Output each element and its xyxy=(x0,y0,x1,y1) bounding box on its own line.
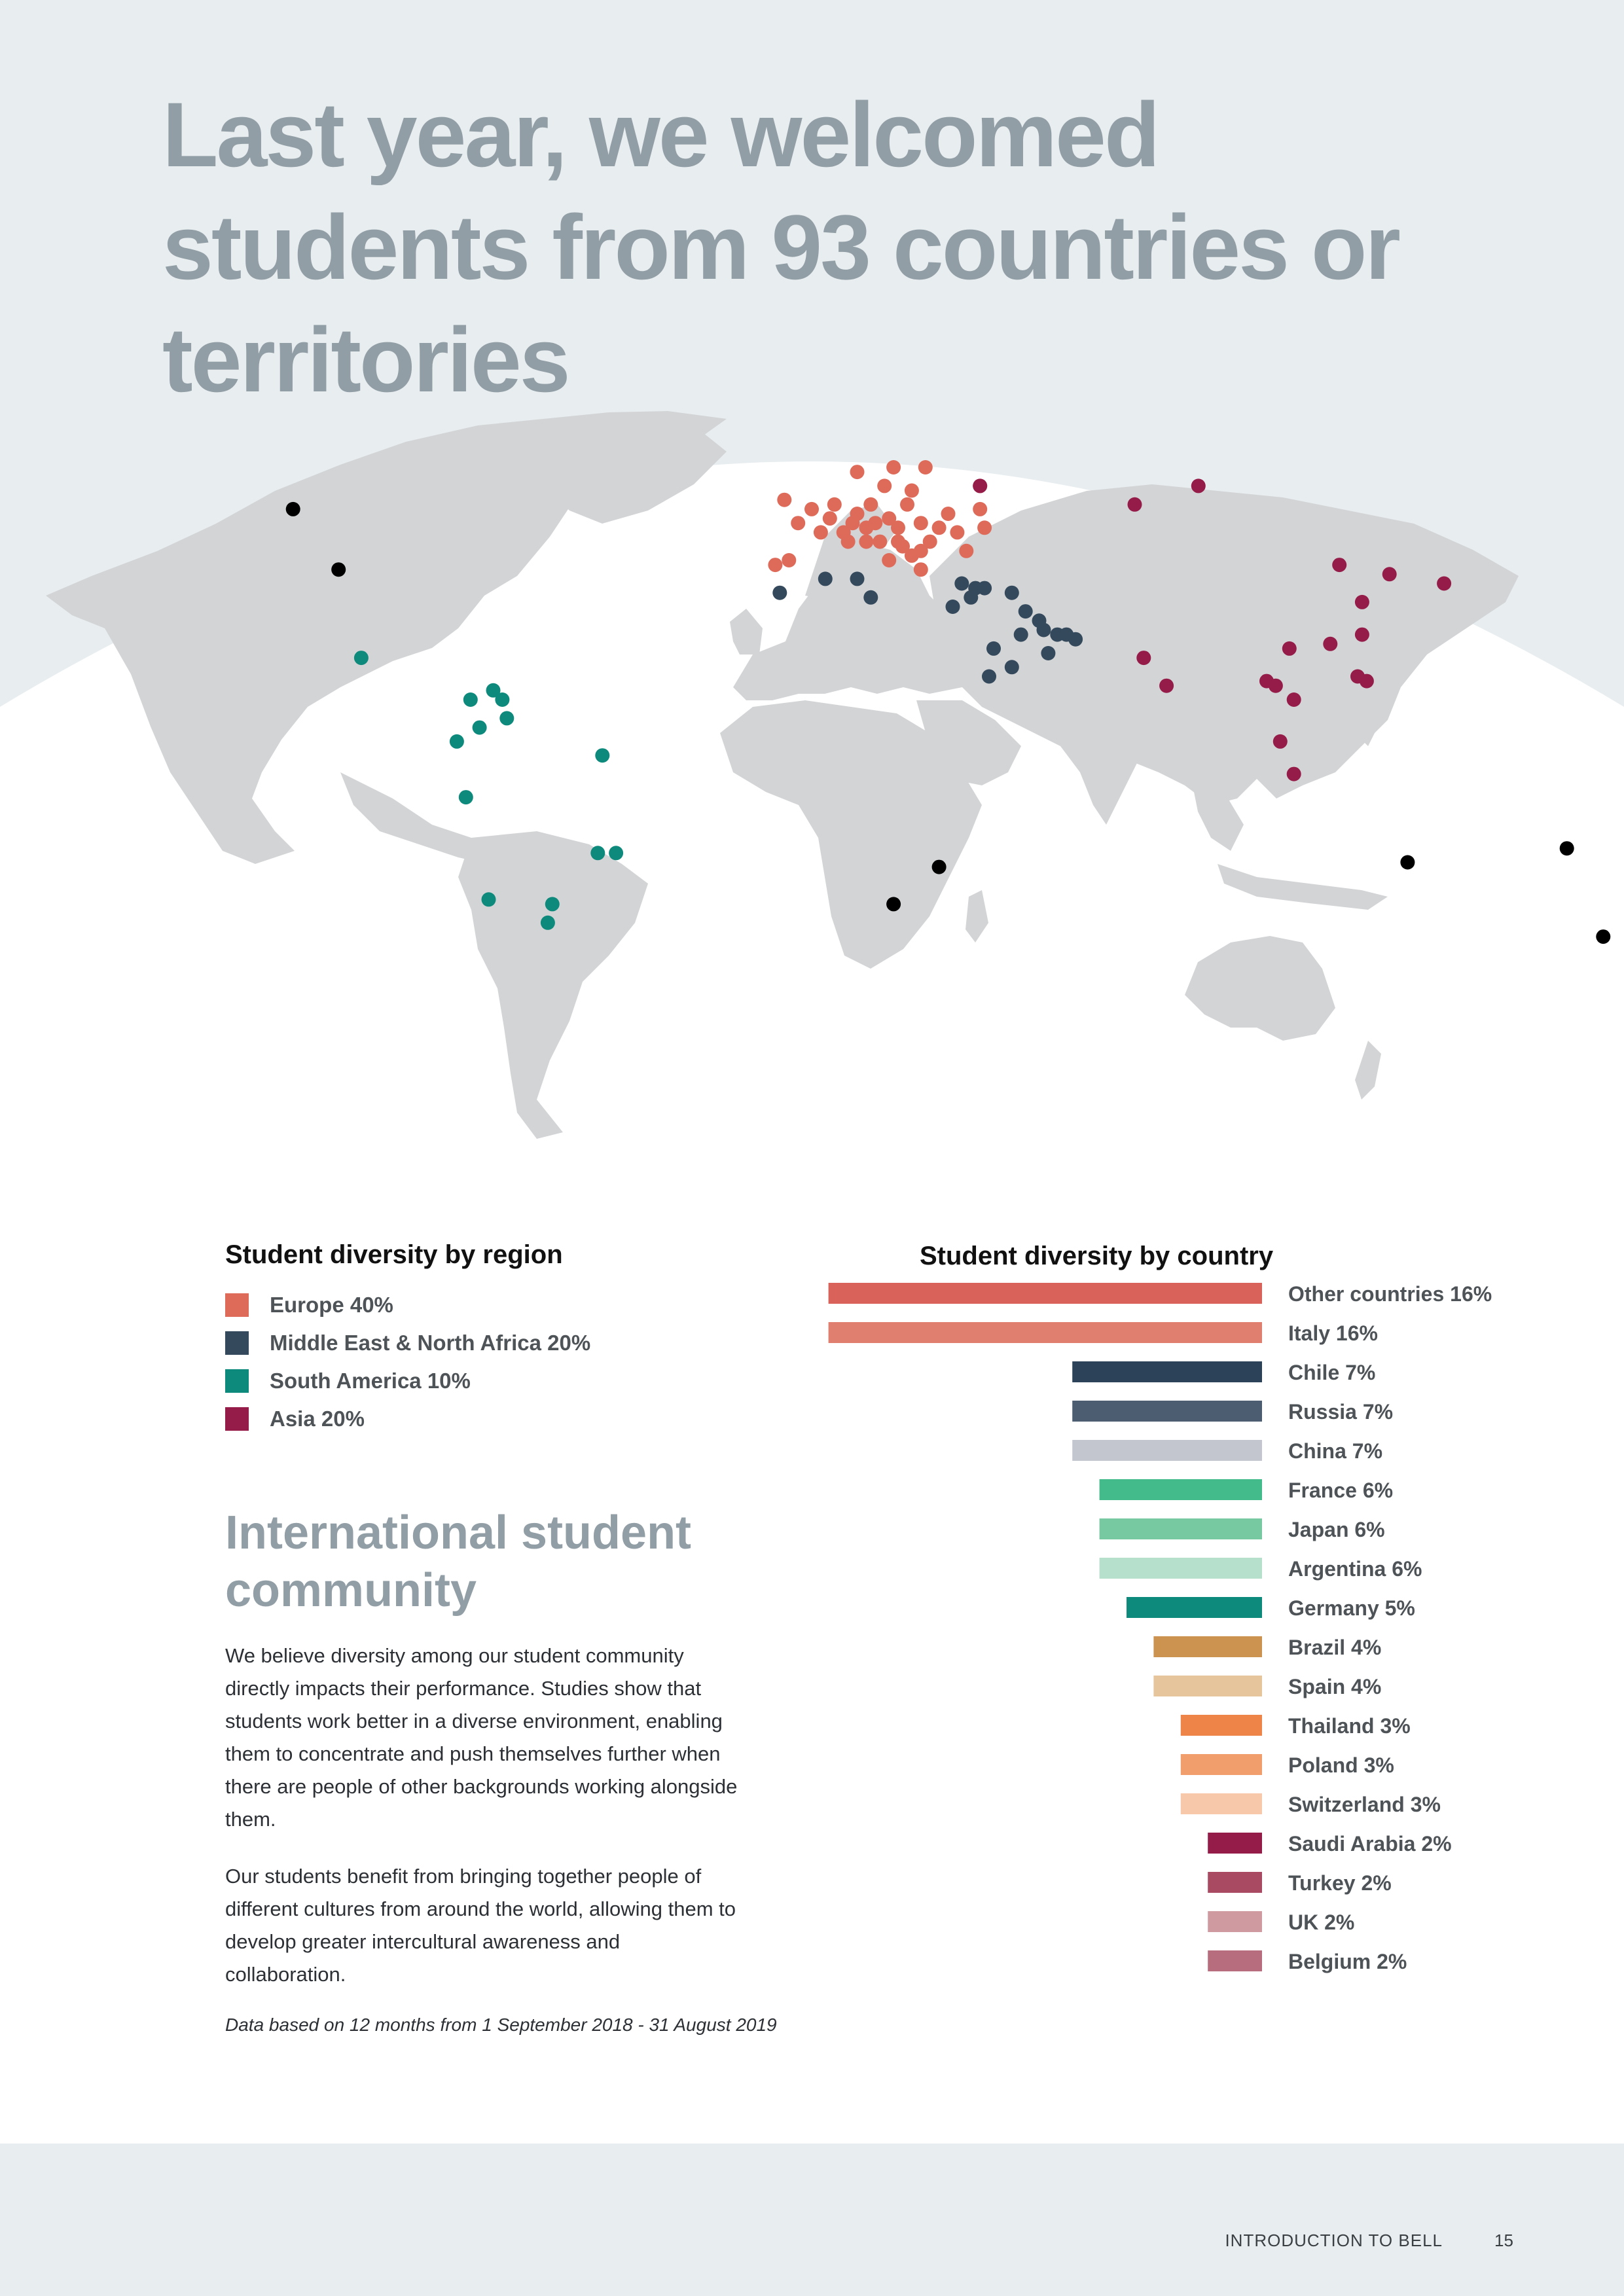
map-marker xyxy=(1355,595,1369,609)
footer xyxy=(0,2144,1624,2296)
map-marker xyxy=(886,460,901,475)
map-marker xyxy=(545,897,560,911)
map-marker xyxy=(973,478,987,493)
data-note: Data based on 12 months from 1 September 2018 - 31 August 2019 xyxy=(225,2015,777,2035)
bar xyxy=(1072,1361,1262,1382)
map-marker xyxy=(1360,674,1374,689)
map-marker xyxy=(1282,641,1297,656)
map-marker xyxy=(946,600,960,614)
map-marker xyxy=(1287,767,1301,781)
bar-label: Germany 5% xyxy=(1288,1596,1415,1620)
legend-swatch xyxy=(225,1369,249,1393)
map-marker xyxy=(918,460,933,475)
bar xyxy=(1181,1715,1262,1736)
bar-label: Poland 3% xyxy=(1288,1753,1394,1777)
legend-label: South America 10% xyxy=(270,1369,471,1393)
bar xyxy=(1208,1950,1262,1971)
map-marker xyxy=(863,497,878,512)
map-marker xyxy=(863,590,878,605)
map-marker xyxy=(609,846,623,860)
bar-label: Chile 7% xyxy=(1288,1361,1376,1384)
map-marker xyxy=(482,892,496,906)
map-marker xyxy=(954,577,969,591)
india-shape xyxy=(1074,733,1139,825)
map-marker xyxy=(986,641,1001,656)
map-marker xyxy=(1005,660,1019,674)
legend-item xyxy=(225,1324,590,1362)
bar-label: China 7% xyxy=(1288,1439,1383,1463)
map-marker xyxy=(932,860,947,874)
map-marker xyxy=(331,562,346,577)
bar-label: Argentina 6% xyxy=(1288,1557,1422,1581)
bar-label: Switzerland 3% xyxy=(1288,1793,1441,1816)
indonesia-shape xyxy=(1218,864,1388,910)
footer-label: INTRODUCTION TO BELL xyxy=(1225,2231,1443,2250)
map-marker xyxy=(1332,558,1346,572)
map-marker xyxy=(459,790,473,804)
legend-label: Middle East & North Africa 20% xyxy=(270,1331,591,1355)
region-legend xyxy=(225,1286,590,1438)
map-marker xyxy=(895,539,910,554)
map-marker xyxy=(818,571,833,586)
bar xyxy=(1072,1440,1262,1461)
country-bar-chart xyxy=(799,1283,1545,1990)
map-marker xyxy=(1596,929,1610,944)
map-marker xyxy=(495,692,509,707)
asia-shape xyxy=(929,484,1519,805)
body-paragraph: We believe diversity among our student community directly impacts their performance. Studies show that students work better in a diverse environment, enabling them to concentrate and push themselves further when there are people of other backgrounds working alongside them. xyxy=(225,1644,738,1831)
map-marker xyxy=(868,516,882,530)
page-title: Last year, we welcomed students from 93 countries or territories xyxy=(162,83,1399,411)
australia-shape xyxy=(1185,936,1335,1041)
map-marker xyxy=(977,581,992,596)
bar xyxy=(1100,1558,1262,1579)
bar xyxy=(1072,1401,1262,1422)
map-marker xyxy=(973,502,987,516)
legend-item xyxy=(225,1362,590,1400)
map-marker xyxy=(850,571,865,586)
map-marker xyxy=(891,520,905,535)
map-marker xyxy=(1382,567,1397,581)
map-marker xyxy=(1019,604,1033,619)
bar-label: Belgium 2% xyxy=(1288,1950,1407,1973)
map-marker xyxy=(1437,577,1451,591)
map-marker xyxy=(354,651,369,665)
map-marker xyxy=(914,544,928,558)
map-marker xyxy=(804,502,819,516)
map-marker xyxy=(814,525,828,539)
bar-label: Other countries 16% xyxy=(1288,1283,1492,1306)
map-marker xyxy=(450,734,464,749)
map-marker xyxy=(1032,613,1047,628)
map-marker xyxy=(1560,841,1574,855)
legend-label: Asia 20% xyxy=(270,1407,365,1431)
map-marker xyxy=(590,846,605,860)
madagascar-shape xyxy=(965,890,988,942)
map-marker xyxy=(1191,478,1206,493)
world-map xyxy=(0,380,1624,1139)
map-marker xyxy=(823,511,837,526)
bar xyxy=(829,1322,1262,1343)
bar xyxy=(1127,1597,1262,1618)
new-zealand-shape xyxy=(1355,1041,1381,1100)
bar xyxy=(1153,1636,1262,1657)
map-marker xyxy=(782,553,796,567)
map-marker xyxy=(977,520,992,535)
page-number: 15 xyxy=(1494,2231,1513,2250)
bar-label: UK 2% xyxy=(1288,1910,1355,1934)
map-marker xyxy=(914,562,928,577)
bar-label: Brazil 4% xyxy=(1288,1636,1382,1659)
legend-swatch xyxy=(225,1293,249,1317)
map-marker xyxy=(1355,628,1369,642)
map-marker xyxy=(1068,632,1083,647)
bar-label: Spain 4% xyxy=(1288,1675,1382,1698)
map-marker xyxy=(950,525,964,539)
map-marker xyxy=(1259,674,1274,689)
map-marker xyxy=(473,721,487,735)
legend-swatch xyxy=(225,1407,249,1431)
map-marker xyxy=(914,516,928,530)
map-marker xyxy=(850,507,865,521)
map-marker xyxy=(959,544,973,558)
map-marker xyxy=(768,558,782,572)
bar-label: Turkey 2% xyxy=(1288,1871,1392,1895)
map-marker xyxy=(1323,637,1337,651)
map-marker xyxy=(873,535,887,549)
map-marker xyxy=(286,502,300,516)
legend-label: Europe 40% xyxy=(270,1293,393,1317)
map-marker xyxy=(1005,586,1019,600)
bar-label: Saudi Arabia 2% xyxy=(1288,1832,1452,1856)
legend-item xyxy=(225,1286,590,1324)
bar xyxy=(1153,1676,1262,1696)
bar xyxy=(1208,1872,1262,1893)
uk-shape xyxy=(730,609,763,655)
map-marker xyxy=(1136,651,1151,665)
map-marker xyxy=(791,516,805,530)
map-marker xyxy=(882,553,896,567)
map-marker xyxy=(772,586,787,600)
bar-label: Japan 6% xyxy=(1288,1518,1385,1541)
map-marker xyxy=(1287,692,1301,707)
map-marker xyxy=(982,670,996,684)
map-marker xyxy=(841,535,856,549)
map-marker xyxy=(941,507,956,521)
legend-swatch xyxy=(225,1331,249,1355)
bar xyxy=(1181,1793,1262,1814)
bar xyxy=(1100,1479,1262,1500)
map-marker xyxy=(827,497,842,512)
bar-label: Russia 7% xyxy=(1288,1400,1394,1424)
map-marker xyxy=(499,711,514,725)
map-marker xyxy=(595,748,609,762)
bar-label: Italy 16% xyxy=(1288,1321,1378,1345)
map-marker xyxy=(1400,855,1415,870)
map-marker xyxy=(964,590,978,605)
bar xyxy=(1100,1518,1262,1539)
body-paragraph: Our students benefit from bringing together people of different cultures from around the world, allowing them to develop greater intercultural awareness and collaboration. xyxy=(225,1865,736,1986)
map-marker xyxy=(1014,628,1028,642)
section-heading: International student community xyxy=(225,1507,692,1617)
map-marker xyxy=(1273,734,1288,749)
map-marker xyxy=(877,478,892,493)
map-marker xyxy=(1159,679,1174,693)
map-marker xyxy=(932,520,947,535)
map-marker xyxy=(886,897,901,911)
region-chart-title: Student diversity by region xyxy=(225,1240,563,1269)
south-america-shape xyxy=(458,831,648,1139)
map-marker xyxy=(541,916,555,930)
bar xyxy=(1208,1833,1262,1854)
bar xyxy=(829,1283,1262,1304)
map-marker xyxy=(777,493,791,507)
map-marker xyxy=(1128,497,1142,512)
map-marker xyxy=(850,465,865,479)
map-marker xyxy=(900,497,914,512)
legend-item xyxy=(225,1400,590,1438)
bar-label: France 6% xyxy=(1288,1479,1394,1502)
map-marker xyxy=(859,535,873,549)
map-marker xyxy=(905,484,919,498)
map-marker xyxy=(463,692,478,707)
bar xyxy=(1208,1911,1262,1932)
bar-label: Thailand 3% xyxy=(1288,1714,1411,1738)
map-marker xyxy=(1041,646,1055,660)
bar xyxy=(1181,1754,1262,1775)
country-chart-title: Student diversity by country xyxy=(920,1242,1274,1270)
